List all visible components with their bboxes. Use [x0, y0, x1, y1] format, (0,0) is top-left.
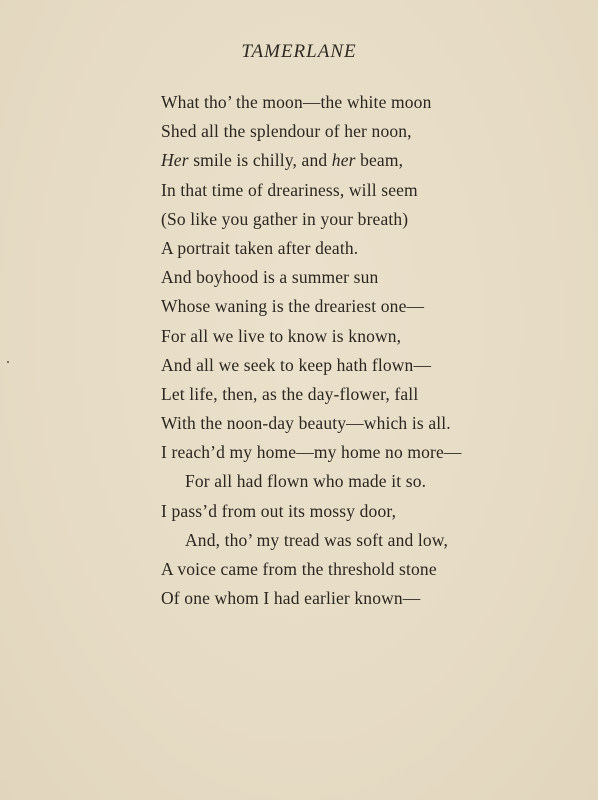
poem-line-text: And all we seek to keep hath flown— — [161, 354, 432, 375]
poem-line-text: I reach’d my home—my home no more— — [161, 442, 462, 463]
poem-line-text: In that time of dreariness, will seem — [161, 179, 418, 200]
poem-line-italic-text: her — [331, 150, 356, 171]
poem-line-text: Shed all the splendour of her noon, — [161, 121, 412, 142]
poem-line-text: For all had flown who made it so. — [185, 471, 427, 492]
poem-line-text: And boyhood is a summer sun — [161, 267, 379, 288]
poem-line-text: beam, — [355, 150, 404, 171]
paper-speck — [7, 361, 9, 363]
poem-line — [161, 292, 581, 321]
poem-line — [161, 146, 581, 175]
poem-line-italic-text: Her — [161, 150, 189, 171]
poem-line-text: Of one whom I had earlier known— — [161, 588, 421, 609]
poem-line — [161, 555, 581, 584]
poem-line — [161, 88, 581, 117]
poem-line-text: smile is chilly, and — [188, 150, 332, 171]
poem-line-text: A voice came from the threshold stone — [161, 559, 437, 579]
poem-line — [161, 497, 581, 526]
poem-line-text: For all we live to know is known, — [161, 325, 402, 346]
poem-line — [161, 322, 581, 351]
poem-line — [161, 438, 581, 467]
poem-line — [161, 234, 581, 263]
poem-line-text: (So like you gather in your breath) — [161, 208, 409, 229]
poem-line — [161, 467, 581, 496]
poem-line-text: Whose waning is the dreariest one— — [161, 296, 425, 317]
poem-line-text: Let life, then, as the day-flower, fall — [161, 383, 419, 404]
poem-line — [161, 409, 581, 438]
poem-line-text: And, tho’ my tread was soft and low, — [185, 529, 448, 550]
poem-line — [161, 205, 581, 234]
running-head: TAMERLANE — [241, 41, 357, 62]
poem-line-text: What tho’ the moon—the white moon — [161, 92, 432, 112]
poem-line — [161, 380, 581, 409]
poem-line-text: A portrait taken after death. — [161, 237, 359, 258]
poem-line — [161, 351, 581, 380]
poem-line-text: With the noon-day beauty—which is all. — [161, 413, 451, 434]
poem-line — [161, 176, 581, 205]
poem-stanza — [161, 88, 581, 613]
poem-line — [161, 117, 581, 146]
poem-line-text: I pass’d from out its mossy door, — [161, 500, 397, 521]
poem-line — [161, 526, 581, 555]
poem-line — [161, 263, 581, 292]
poem-line — [161, 584, 581, 613]
